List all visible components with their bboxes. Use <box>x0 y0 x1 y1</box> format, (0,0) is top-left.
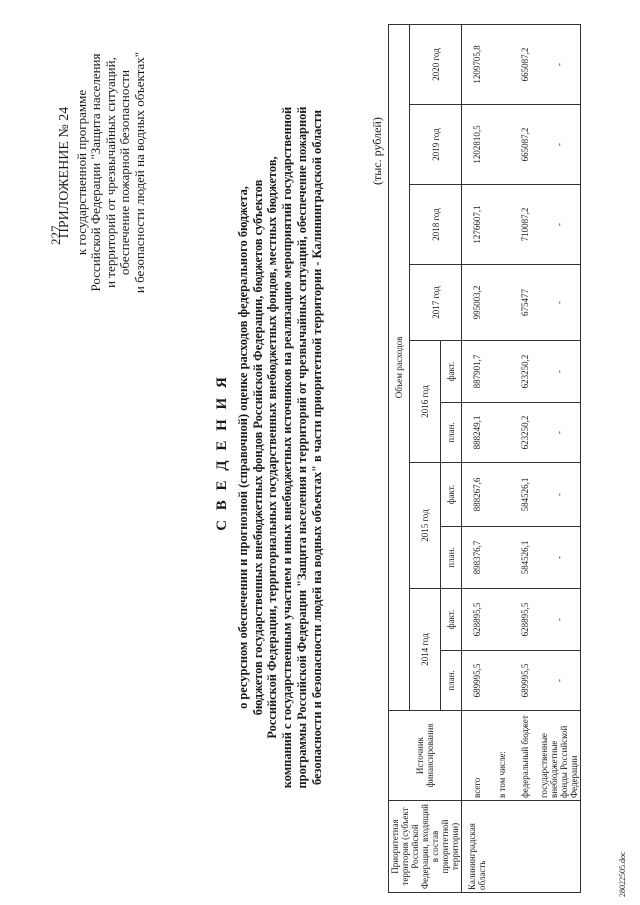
value-cell: 584526,1 <box>512 463 538 527</box>
header-volume: Объем расходов <box>389 24 410 710</box>
value-cell: 665087,2 <box>512 24 538 104</box>
header-fact: факт. <box>441 341 462 403</box>
header-fact: факт. <box>441 589 462 651</box>
header-plan: план. <box>441 527 462 589</box>
subtitle-line: бюджетов государственных внебюджетных фондов Российской Федерации, бюджетов субъектов <box>250 179 265 716</box>
value-cell: 665087,2 <box>512 105 538 185</box>
table-row <box>512 24 538 892</box>
subtitle-line: программы Российской Федерации "Защита населения и территорий от чрезвычайных ситуаций, обеспечение пожарной <box>294 106 309 789</box>
value-cell: 887901,7 <box>462 341 492 403</box>
value-cell: - <box>538 265 581 341</box>
subtitle-line: безопасности и безопасности людей на водных объектах" в части приоритетной территории - Калининградской области <box>309 109 324 786</box>
header-territory: Приоритетная территория (субъект Российской Федерации, входящий в состав приоритетной территории) <box>389 801 462 893</box>
value-cell: 623250,2 <box>512 403 538 463</box>
header-year-2020: 2020 год <box>410 24 462 104</box>
value-cell: 689995,5 <box>512 651 538 711</box>
page-number: 227 <box>48 225 63 245</box>
units-label: (тыс. рублей) <box>370 117 384 185</box>
table-row <box>462 24 492 892</box>
appendix-title: ПРИЛОЖЕНИЕ № 24 <box>57 106 72 239</box>
subtitle-line: Российской Федерации, территориальных государственных внебюджетных фондов, местных бюджетов, <box>265 156 280 739</box>
value-cell: - <box>538 589 581 651</box>
value-cell: 995003,2 <box>462 265 492 341</box>
footer-code: 28022505.doc <box>618 851 627 897</box>
value-cell: - <box>538 105 581 185</box>
source-cell: в том числе: <box>492 711 512 801</box>
header-source: Источник финансирования <box>389 711 462 801</box>
appendix-line: к государственной программе <box>73 89 89 256</box>
header-year-2017: 2017 год <box>410 265 462 341</box>
value-cell: 1209705,8 <box>462 24 492 104</box>
value-cell: - <box>538 341 581 403</box>
appendix-line: Российской Федерации "Защита населения <box>88 53 103 292</box>
header-year-2019: 2019 год <box>410 105 462 185</box>
value-cell: 888249,1 <box>462 403 492 463</box>
table-row <box>538 24 581 892</box>
value-cell: - <box>538 651 581 711</box>
header-fact: факт. <box>441 463 462 527</box>
appendix-line: и территорий от чрезвычайных ситуаций, <box>102 57 118 288</box>
value-cell: 675477 <box>512 265 538 341</box>
appendix-header <box>58 0 147 345</box>
header-year-2014: 2014 год <box>410 589 441 711</box>
value-cell: - <box>538 527 581 589</box>
value-cell: - <box>538 24 581 104</box>
value-cell: - <box>538 403 581 463</box>
subtitle-line: компаний с государственным участием и иных внебюджетных источников на реализацию мероприятий государственной <box>280 106 295 789</box>
header-year-2016: 2016 год <box>410 341 441 463</box>
appendix-line: обеспечение пожарной безопасности <box>117 69 132 276</box>
subtitle-line: о ресурсном обеспечении и прогнозной (справочной) оценке расходов федерального бюджета, <box>236 186 250 709</box>
value-cell: 710087,2 <box>512 185 538 265</box>
value-cell: 898376,7 <box>462 527 492 589</box>
document-title: С В Е Д Е Н И Я <box>214 374 230 531</box>
expenditure-table <box>388 24 581 893</box>
value-cell: 628895,5 <box>512 589 538 651</box>
source-cell: федеральный бюджет <box>512 711 538 801</box>
table-row <box>492 24 512 892</box>
document-subtitle <box>236 80 324 815</box>
header-plan: план. <box>441 651 462 711</box>
value-cell: 1276607,1 <box>462 185 492 265</box>
value-cell: - <box>538 463 581 527</box>
header-year-2018: 2018 год <box>410 185 462 265</box>
source-cell: государственные внебюджетные фонды Российской Федерации <box>538 711 581 801</box>
territory-cell: Калининградская область <box>462 801 492 893</box>
value-cell: 628895,5 <box>462 589 492 651</box>
value-cell: 584526,1 <box>512 527 538 589</box>
value-cell: 1202810,5 <box>462 105 492 185</box>
appendix-line: и безопасности людей на водных объектах" <box>131 51 147 294</box>
source-cell: всего <box>462 711 492 801</box>
header-year-2015: 2015 год <box>410 463 441 589</box>
header-plan: план. <box>441 403 462 463</box>
value-cell: - <box>538 185 581 265</box>
value-cell: 623250,2 <box>512 341 538 403</box>
value-cell: 888267,6 <box>462 463 492 527</box>
value-cell: 689995,5 <box>462 651 492 711</box>
